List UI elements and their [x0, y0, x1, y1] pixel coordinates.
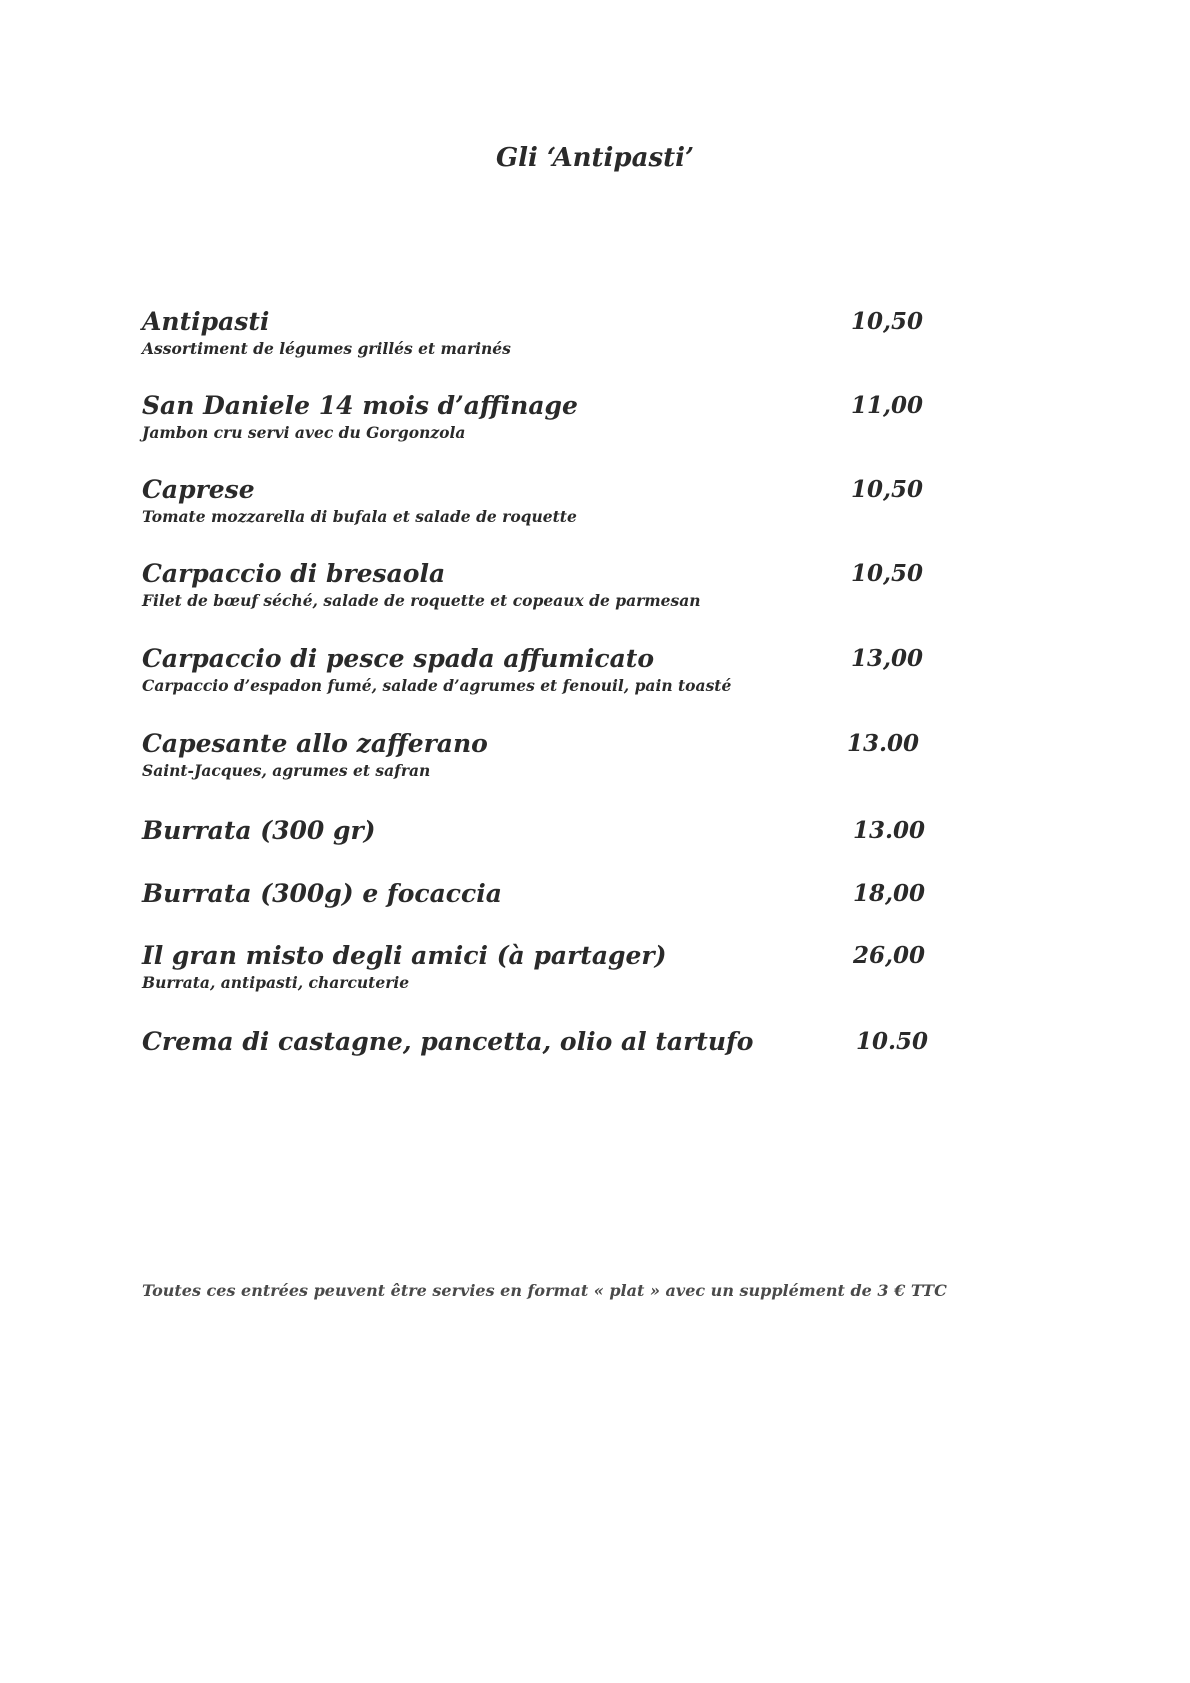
item-price: 13.00 [847, 730, 920, 757]
footer-note: Toutes ces entrées peuvent être servies en format « plat » avec un supplément de 3 € TTC [142, 1281, 947, 1300]
item-name: Capesante allo zafferano [142, 729, 488, 758]
menu-item-caprese [142, 474, 932, 534]
item-name: Crema di castagne, pancetta, olio al tartufo [142, 1027, 754, 1056]
item-description: Assortiment de légumes grillés et marinés [142, 339, 511, 358]
item-price: 10,50 [851, 476, 924, 503]
item-name: Burrata (300 gr) [142, 816, 376, 845]
item-price: 13.00 [853, 817, 926, 844]
item-name: Carpaccio di bresaola [142, 559, 446, 588]
menu-item-crema-castagne [142, 1026, 932, 1086]
item-price: 26,00 [853, 942, 926, 969]
menu-item-antipasti [142, 306, 932, 366]
page-title: Gli ‘Antipasti’ [495, 143, 695, 173]
menu-item-burrata-focaccia [142, 878, 932, 938]
item-name: Burrata (300g) e focaccia [142, 879, 502, 908]
item-description: Carpaccio d’espadon fumé, salade d’agrumes et fenouil, pain toasté [142, 676, 732, 695]
item-name: San Daniele 14 mois d’affinage [142, 391, 578, 420]
menu-item-capesante [142, 728, 932, 788]
item-name: Caprese [142, 475, 255, 504]
item-price: 18,00 [853, 880, 926, 907]
item-name: Carpaccio di pesce spada affumicato [142, 644, 655, 673]
item-price: 11,00 [851, 392, 924, 419]
item-price: 10.50 [856, 1028, 929, 1055]
item-price: 10,50 [851, 308, 924, 335]
item-price: 10,50 [851, 560, 924, 587]
item-description: Burrata, antipasti, charcuterie [142, 973, 410, 992]
menu-item-carpaccio-bresaola [142, 558, 932, 618]
item-name: Il gran misto degli amici (à partager) [142, 941, 667, 970]
item-description: Filet de bœuf séché, salade de roquette et copeaux de parmesan [142, 591, 701, 610]
item-description: Saint-Jacques, agrumes et safran [142, 761, 431, 780]
menu-item-san-daniele [142, 390, 932, 450]
item-description: Jambon cru servi avec du Gorgonzola [142, 423, 466, 442]
item-description: Tomate mozzarella di bufala et salade de roquette [142, 507, 577, 526]
menu-item-gran-misto [142, 940, 932, 1000]
menu-item-burrata [142, 815, 932, 875]
menu-item-carpaccio-pesce-spada [142, 643, 932, 703]
item-name: Antipasti [142, 307, 270, 336]
item-price: 13,00 [851, 645, 924, 672]
